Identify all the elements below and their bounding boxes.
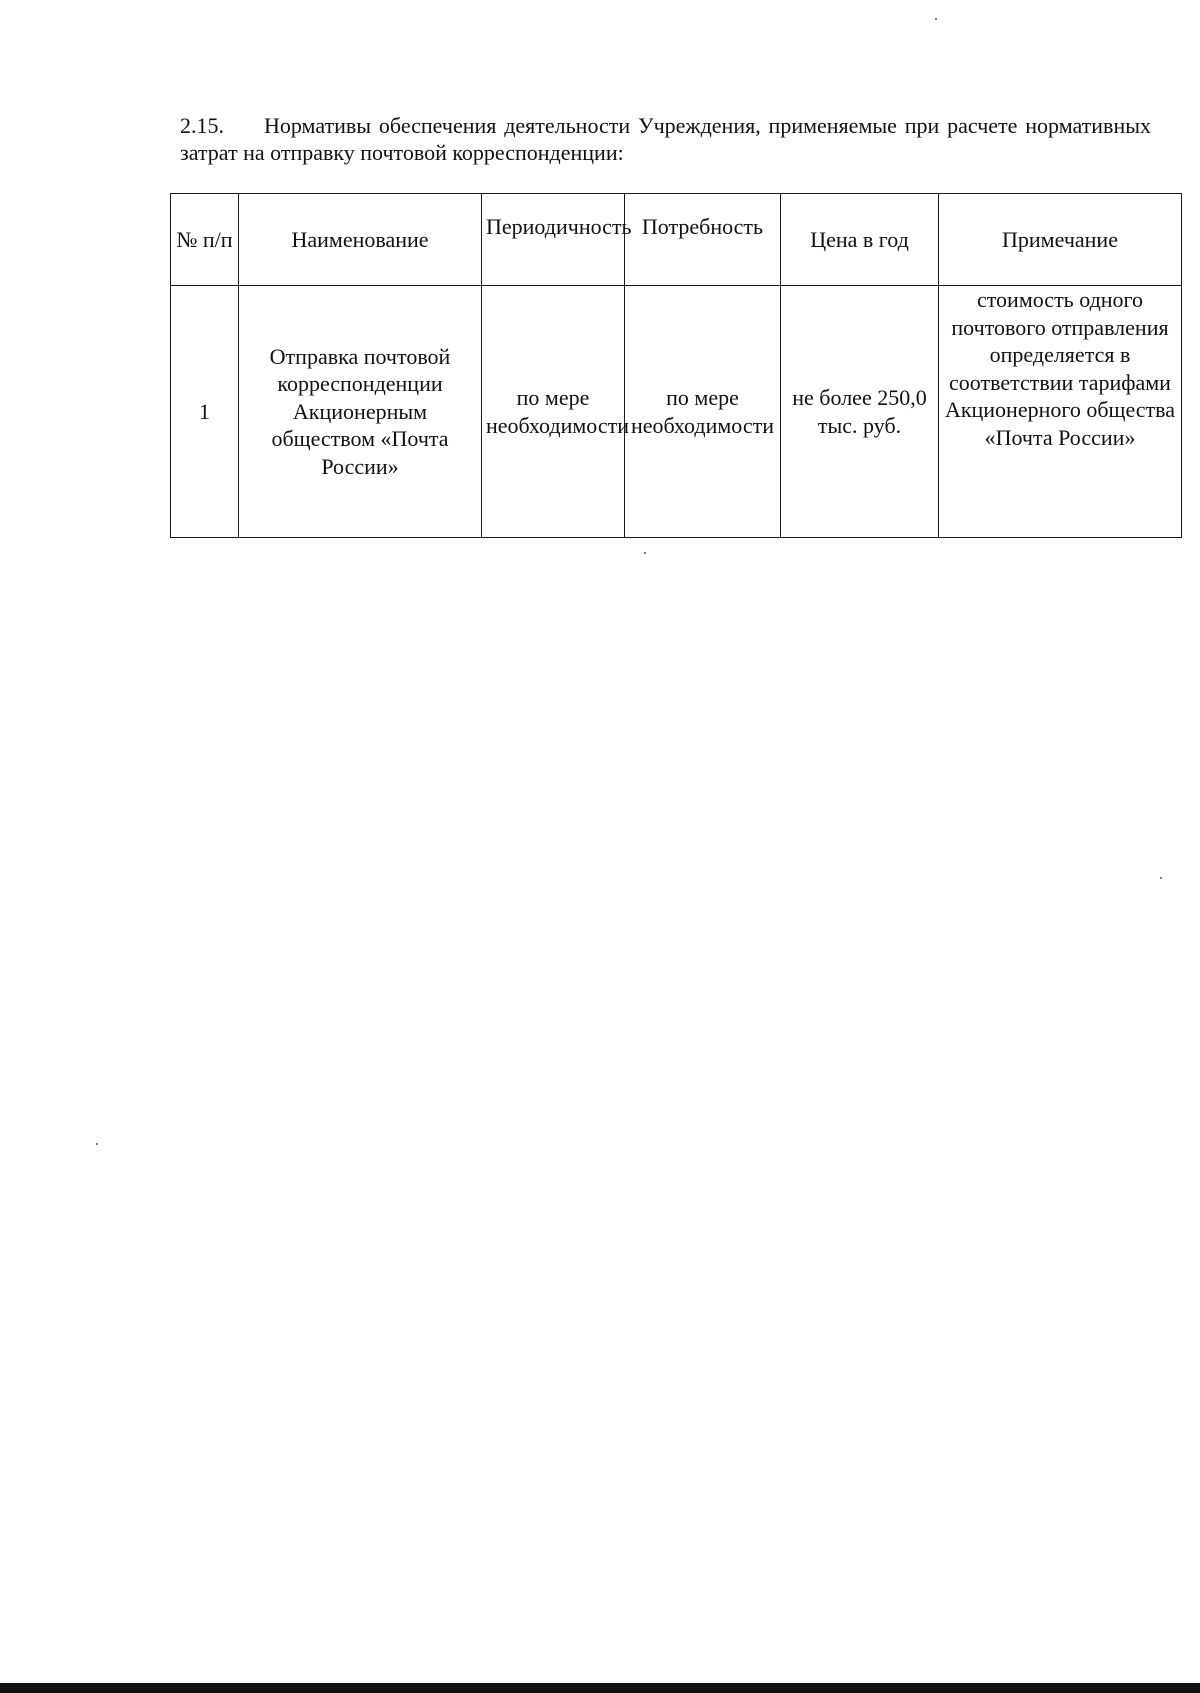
header-need: Потребность — [625, 194, 781, 286]
norms-table — [170, 193, 1182, 538]
cell-num: 1 — [171, 286, 239, 538]
cell-need: по мере необходимости — [625, 286, 781, 538]
section-number: 2.15. — [180, 113, 224, 138]
table-header-row — [171, 194, 1182, 286]
section-heading — [180, 112, 1151, 166]
section-title: Нормативы обеспечения деятельности Учреждения, применяемые при расчете нормативных затрат на отправку почтовой корреспонденции: — [180, 113, 1151, 165]
cell-periodicity: по мере необходимости — [482, 286, 625, 538]
scan-speck — [96, 1143, 98, 1145]
page-bottom-rule — [0, 1683, 1200, 1693]
header-price: Цена в год — [781, 194, 939, 286]
header-periodicity: Периодичность — [482, 194, 625, 286]
cell-name: Отправка почтовой корреспонденции Акционерным обществом «Почта России» — [239, 286, 482, 538]
scan-speck — [935, 18, 937, 20]
cell-note: стоимость одного почтового отправления определяется в соответствии тарифами Акционерного общества «Почта России» — [939, 286, 1182, 538]
table-row — [171, 286, 1182, 538]
scan-speck — [644, 552, 646, 554]
header-name: Наименование — [239, 194, 482, 286]
cell-price: не более 250,0 тыс. руб. — [781, 286, 939, 538]
scan-speck — [1160, 877, 1162, 879]
header-note: Примечание — [939, 194, 1182, 286]
header-num: № п/п — [171, 194, 239, 286]
